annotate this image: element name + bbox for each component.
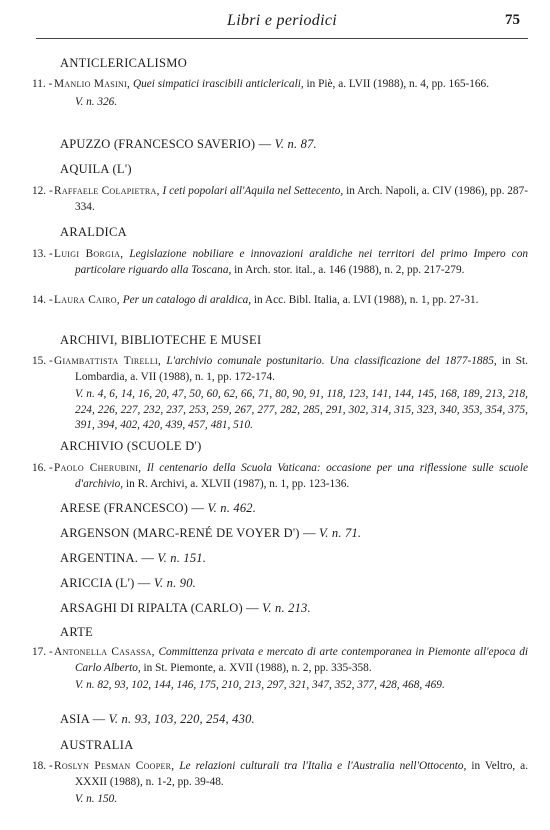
entry-author: Antonella Casassa, [54,646,155,658]
entry-cross-refs: V. n. 326. [75,95,118,108]
entry-source: in Piè, a. LVII (1988), n. 4, pp. 165-166. [306,78,490,90]
entry-citation [54,247,528,278]
entry-author: Laura Cairo, [54,294,120,306]
cross-reference-argentina: ARGENTINA. — V. n. 151. [60,551,207,565]
entry-title: Legislazione nobiliare e innovazioni araldiche nei territori del primo Impero con particolare riguardo alla Toscana, [75,248,528,276]
entry-author: Roslyn Pesman Cooper, [54,760,175,772]
cross-reference-argenson: ARGENSON (MARC-RENÉ DE VOYER D') — V. n. 71. [60,526,362,540]
entry-number: 11. - [32,78,53,90]
entry-source: in St. Lombardia, a. VII (1988), n. 1, pp. 172-174. [75,355,529,383]
entry-16 [32,461,528,492]
entry-number: 17. - [32,646,53,658]
entry-citation [54,759,529,790]
entry-title: L'archivio comunale postunitario. Una classificazione del 1877-1885, [166,355,497,367]
entry-13 [32,247,528,278]
entry-citation [54,293,528,309]
entry-citation [54,354,529,385]
section-heading-australia: AUSTRALIA [60,738,134,752]
entry-cross-refs: V. n. 150. [75,793,118,805]
entry-source: in Acc. Bibl. Italia, a. LVI (1988), n. 1, pp. 27-31. [253,294,479,306]
entry-title: Le relazioni culturali tra l'Italia e l'Australia nell'Ottocento, [179,760,467,772]
running-title: Libri e periodici [227,12,337,29]
entry-author: Luigi Borgia, [54,248,124,260]
section-heading-anticlericalismo: ANTICLERICALISMO [60,56,188,70]
cross-reference-apuzzo: APUZZO (FRANCESCO SAVERIO) — V. n. 87. [60,137,317,151]
entry-author: Raffaele Colapietra, [54,185,160,197]
section-heading-aquila: AQUILA (L') [60,162,132,176]
section-heading-araldica: ARALDICA [60,225,127,239]
entry-number: 18. - [32,760,53,772]
entry-source: in Arch. Napoli, a. CIV (1986), pp. 287-334. [75,185,528,213]
entry-source: in Arch. stor. ital., a. 146 (1988), n. 2, pp. 217-279. [234,263,465,276]
entry-author: Giambattista Tirelli, [54,355,162,367]
entry-source: in R. Archivi, a. XLVII (1987), n. 1, pp. 123-136. [125,477,350,490]
entry-18 [32,759,528,808]
entry-citation [54,77,528,93]
entry-14 [32,293,528,309]
entry-cross-refs: V. n. 82, 93, 102, 144, 146, 175, 210, 213, 297, 321, 347, 352, 377, 428, 468, 469. [75,679,445,691]
entry-17 [32,645,528,694]
entry-title: Il centenario della Scuola Vaticana: occasione per una riflessione sulle scuole d'archivio, [75,462,528,490]
entry-title: Quei simpatici irascibili anticlericali, [132,78,304,90]
entry-11 [32,77,528,110]
entry-cross-refs: V. n. 4, 6, 14, 16, 20, 47, 50, 60, 62, 66, 71, 80, 90, 91, 118, 123, 141, 144, 145, 168, 189, 213, 218, 224, 226, 227, 232, 237, 253, 259, 267, 277, 282, 285, 291, 302, 314, 315, 323, 340, 353, 354, 375, 391, 394, 402, 420, 439, 457, 481, 510. [75,388,528,431]
entry-number: 15. - [32,355,53,367]
section-heading-archivi: ARCHIVI, BIBLIOTECHE E MUSEI [60,333,262,347]
running-header [36,12,528,39]
cross-reference-arsaghi: ARSAGHI DI RIPALTA (CARLO) — V. n. 213. [60,601,311,615]
entry-number: 16. - [32,462,53,474]
entry-12 [32,184,528,215]
entry-number: 12. - [32,185,53,197]
entry-citation [54,461,528,492]
entry-number: 14. - [32,294,53,306]
section-heading-archivio-scuole: ARCHIVIO (SCUOLE D') [60,439,202,453]
entry-title: Committenza privata e mercato di arte contemporanea in Piemonte all'epoca di Carlo Alberto, [75,646,528,674]
entry-citation [54,184,528,215]
cross-reference-ariccia: ARICCIA (L') — V. n. 90. [60,576,197,590]
entry-author: Paolo Cherubini, [54,462,142,474]
entry-title: I ceti popolari all'Aquila nel Settecento, [162,185,344,197]
section-heading-arte: ARTE [60,625,94,639]
cross-reference-arese: ARESE (FRANCESCO) — V. n. 462. [60,501,257,515]
entry-source: in St. Piemonte, a. XVII (1988), n. 2, pp. 335-358. [143,661,372,674]
page-number: 75 [505,12,520,28]
entry-number: 13. - [32,248,53,260]
entry-title: Per un catalogo di araldica, [122,294,252,306]
cross-reference-asia: ASIA — V. n. 93, 103, 220, 254, 430. [60,712,255,726]
entry-citation [54,645,528,676]
entry-author: Manlio Masini, [54,78,131,90]
entry-15 [32,354,528,434]
entry-source: in Veltro, a. XXXII (1988), n. 1-2, pp. 39-48. [75,760,529,788]
